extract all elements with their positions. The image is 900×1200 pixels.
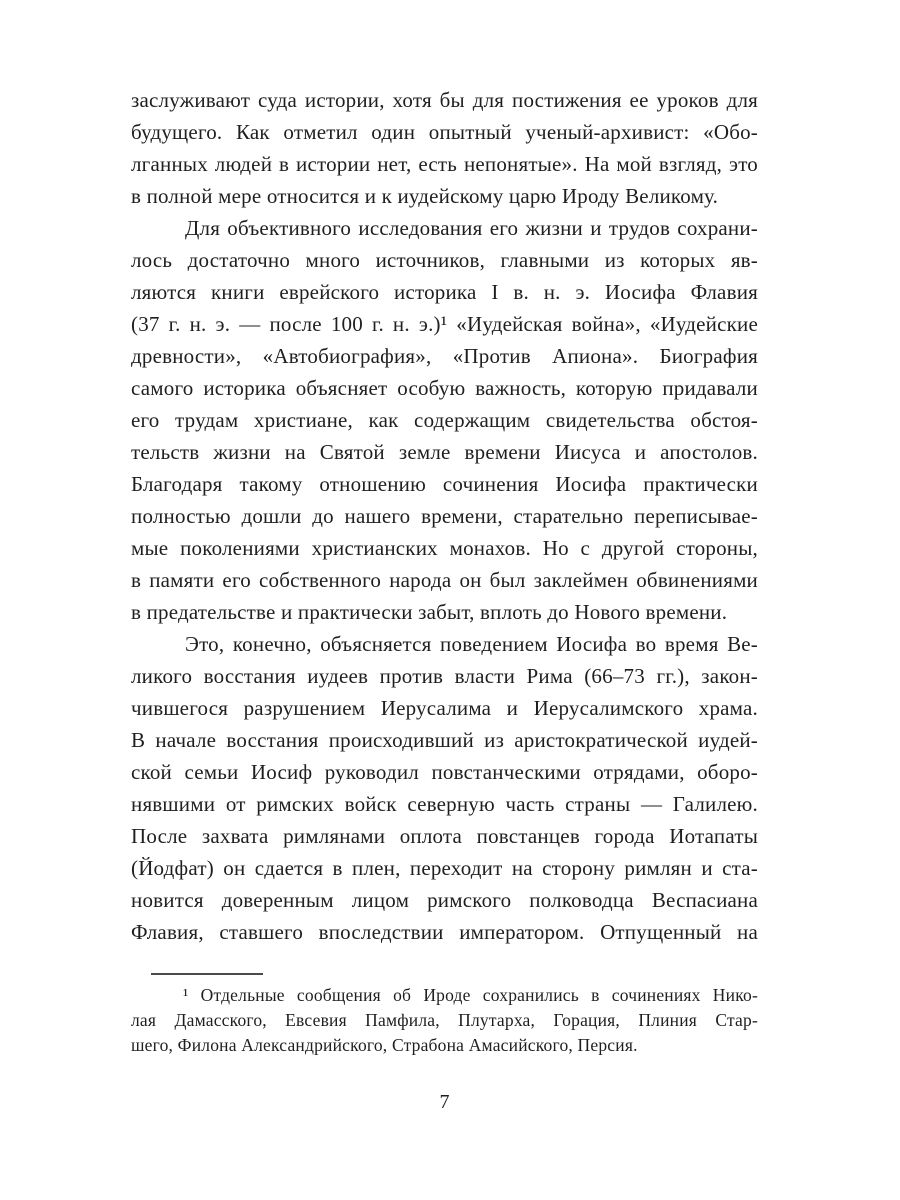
text-line: новится доверенным лицом римского полководца Веспасиана <box>131 888 758 912</box>
footnote-line: лая Дамасского, Евсевия Памфила, Плутарха, Горация, Плиния Стар- <box>131 1010 758 1030</box>
text-line: чившегося разрушением Иерусалима и Иерусалимского храма. <box>131 696 758 720</box>
footnote <box>131 973 758 1058</box>
footnote-divider <box>151 973 263 975</box>
text-line: мые поколениями христианских монахов. Но с другой стороны, <box>131 536 758 560</box>
text-line: Для объективного исследования его жизни и трудов сохрани- <box>185 216 758 240</box>
text-line: Флавия, ставшего впоследствии императором. Отпущенный на <box>131 920 758 944</box>
text-line: в полной мере относится и к иудейскому царю Ироду Великому. <box>131 184 719 208</box>
text-line: его трудам христиане, как содержащим свидетельства обстоя- <box>131 408 758 432</box>
text-line: (37 г. н. э. — после 100 г. н. э.)¹ «Иудейская война», «Иудейские <box>131 312 758 336</box>
text-line: Это, конечно, объясняется поведением Иосифа во время Ве- <box>185 632 758 656</box>
text-line: лось достаточно много источников, главными из которых яв- <box>131 248 758 272</box>
text-line: заслуживают суда истории, хотя бы для постижения ее уроков для <box>131 88 758 112</box>
text-line: ликого восстания иудеев против власти Рима (66–73 гг.), закон- <box>131 664 758 688</box>
text-line: полностью дошли до нашего времени, старательно переписывае- <box>131 504 758 528</box>
paragraph <box>131 84 758 212</box>
paragraph <box>131 212 758 628</box>
text-line: В начале восстания происходивший из аристократической иудей- <box>131 728 758 752</box>
text-line: в памяти его собственного народа он был заклеймен обвинениями <box>131 568 758 592</box>
text-line: будущего. Как отметил один опытный ученый-архивист: «Обо- <box>131 120 758 144</box>
text-line: лганных людей в истории нет, есть непонятые». На мой взгляд, это <box>131 152 758 176</box>
footnote-line: ¹ Отдельные сообщения об Ироде сохранились в сочинениях Нико- <box>183 985 758 1005</box>
text-line: нявшими от римских войск северную часть страны — Галилею. <box>131 792 758 816</box>
text-line: ской семьи Иосиф руководил повстанческими отрядами, оборо- <box>131 760 758 784</box>
text-line: После захвата римлянами оплота повстанцев города Иотапаты <box>131 824 758 848</box>
text-line: тельств жизни на Святой земле времени Иисуса и апостолов. <box>131 440 758 464</box>
text-line: ляются книги еврейского историка I в. н. э. Иосифа Флавия <box>131 280 758 304</box>
footnote-line: шего, Филона Александрийского, Страбона Амасийского, Персия. <box>131 1035 638 1055</box>
page-number: 7 <box>439 1091 450 1113</box>
text-line: (Йодфат) он сдается в плен, переходит на сторону римлян и ста- <box>131 856 758 880</box>
paragraph <box>131 628 758 948</box>
text-line: в предательстве и практически забыт, вплоть до Нового времени. <box>131 600 728 624</box>
main-text <box>131 84 758 948</box>
text-line: самого историка объясняет особую важность, которую придавали <box>131 376 758 400</box>
footnote-text <box>131 983 758 1058</box>
text-line: древности», «Автобиография», «Против Апиона». Биография <box>131 344 758 368</box>
text-line: Благодаря такому отношению сочинения Иосифа практически <box>131 472 758 496</box>
